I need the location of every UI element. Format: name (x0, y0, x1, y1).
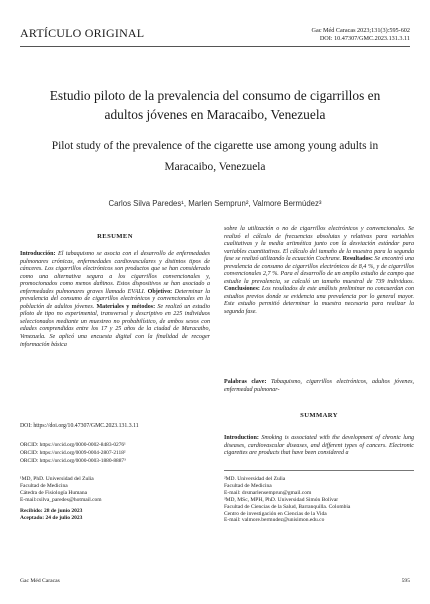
affiliation-line: ³MD, MSc, MPH, PhD. Universidad Simón Bolívar (224, 496, 339, 503)
journal-reference (312, 27, 410, 42)
affiliation-line: Facultad de Medicina (20, 482, 68, 489)
methods-label: Materiales y métodos: (96, 303, 156, 310)
keywords (224, 379, 414, 394)
affiliation-line: Facultad de Medicina (224, 482, 272, 489)
header-divider (20, 46, 410, 47)
resumen-continued (224, 226, 414, 317)
resumen-body (20, 251, 210, 349)
keywords-text: Tabaquismo, cigarrillos electrónicos, adultos jóvenes, enfermedad pulmonar- (224, 379, 415, 393)
section-label: ARTÍCULO ORIGINAL (20, 26, 145, 40)
summary-intro-label: Introduction: (224, 435, 259, 441)
keywords-label: Palabras clave: (224, 379, 267, 385)
received-date: Recibido: 28 de junio 2023 (20, 508, 83, 514)
orcid-link[interactable]: ORCID: https://orcid.org/0009-0004-2807-2118² (20, 450, 126, 456)
article-dates (20, 508, 210, 522)
affiliation-line: Centro de investigación en Ciencias de la Vida (224, 510, 327, 517)
accepted-date: Aceptado: 24 de julio 2023 (20, 514, 83, 521)
conclusions-text: Los resultados de este análisis preliminar no concuerdan con estudios previos donde se evidencia una prevalencia por lo general mayor. Este estudio permitió determinar la muestra necesaria para realizar la segunda fase. (224, 286, 414, 316)
footnote-divider (224, 470, 414, 471)
continued-text: sobre la utilización o no de cigarrillos electrónicos y convencionales. Se realizó el cálculo de frecuencias absolutas y relativas para variables cualitativas y la media aritmética junto con la desviación estándar para variables cuantitativas. El cálculo del tamaño de la muestra para la segunda fase se realizó utilizando la ecuación Cochrane. (224, 226, 414, 263)
intro-label: Introducción: (20, 251, 56, 257)
affiliation-email: E-mail:csilva_paredes@hotmail.com (20, 496, 102, 503)
affiliation-line: ¹MD, PhD. Universidad del Zulia (20, 476, 94, 482)
author-list: Carlos Silva Paredes¹, Marlen Semprun², Valmore Bermúdez³ (108, 199, 322, 208)
summary-heading: SUMMARY (300, 412, 338, 419)
results-text: Se encontró una prevalencia de consumo de cigarrillos electrónicos de 8,4 %, y de cigarrillos convencionales 2,7 %. Para el desarrollo de un amplio estudio de campo que estudie la prevalencia, se calculó un tamaño muestral de 739 individuos. (224, 256, 415, 285)
affiliation-left (20, 476, 210, 504)
methods-text: Se realizó un estudio piloto de tipo no experimental, transversal y descriptivo en 225 individuos seleccionados mediante un muestreo no probabilístico, de ambos sexos con edades comprendidas entre los 17 y 25 años de la ciudad de Maracaibo, Venezuela. Se aplicó una encuesta digital con la finalidad de recoger información básica (20, 303, 211, 348)
journal-doi: DOI: 10.47307/GMC.2023.131.3.11 (319, 34, 410, 42)
journal-citation: Gac Méd Caracas 2023;131(3):595-602 (311, 27, 410, 34)
summary-body (224, 435, 414, 458)
resumen-heading: RESUMEN (97, 233, 133, 240)
objective-text: Determinar la prevalencia del consumo de cigarrillos electrónicos y convencionales en la población de adultos jóvenes. (20, 288, 210, 310)
conclusions-label: Conclusiones: (224, 286, 260, 293)
page-number: 595 (401, 578, 410, 584)
summary-intro-text: Smoking is associated with the development of chronic lung diseases, cardiovascular diseases, and different types of cancers. Electronic cigarettes are products that have been considered a (224, 435, 414, 457)
orcid-link[interactable]: ORCID: https://orcid.org/0000-0002-8483-0276¹ (20, 442, 126, 448)
article-doi-link[interactable]: DOI: https://doi.org/10.47307/GMC.2023.131.3.11 (20, 423, 139, 429)
orcid-list (20, 441, 210, 465)
intro-text: El tabaquismo se asocia con el desarrollo de enfermedades pulmonares crónicas, enfermedades cardiovasculares y distintos tipos de cánceres. Los cigarrillos electrónicos son productos que se han considerado como una alternativa segura a los cigarrillos convencionales y, promocionados como menos dañinos. Estos dispositivos se han asociado a enfermedades pulmonares graves llamado EVALI. (20, 251, 210, 295)
footer-journal: Gac Méd Caracas (20, 578, 60, 584)
affiliation-email: E-mail: drsmarlensemprun@gmail.com (224, 489, 312, 496)
title-spanish: Estudio piloto de la prevalencia del consumo de cigarrillos en adultos jóvenes en Maracaibo, Venezuela (49, 88, 381, 122)
affiliation-right (224, 476, 414, 524)
objective-label: Objetivo: (147, 288, 173, 295)
orcid-link[interactable]: ORCID: https://orcid.org/0000-0003-1880-8887³ (20, 458, 126, 464)
results-label: Resultados: (342, 256, 373, 263)
affiliation-email: E-mail: valmore.bermudez@unisimon.edu.co (224, 517, 325, 524)
affiliation-line: ²MD. Universidad del Zulia (224, 476, 286, 482)
title-english: Pilot study of the prevalence of the cigarette use among young adults in Maracaibo, Venezuela (51, 140, 379, 173)
affiliation-line: Facultad de Ciencias de la Salud, Barranquilla. Colombia (224, 503, 351, 510)
affiliation-line: Cátedra de Fisiología Humana (20, 489, 88, 496)
